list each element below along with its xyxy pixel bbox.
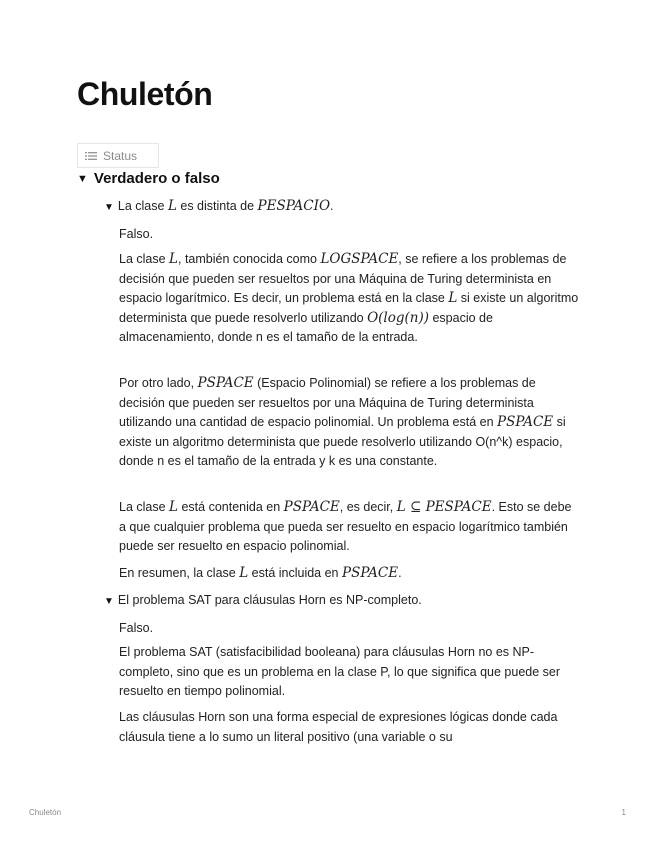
section-toggle[interactable] <box>77 170 220 187</box>
paragraph: En resumen, la clase L está incluida en PSPACE. <box>119 565 402 581</box>
toggle-triangle-icon[interactable]: ▼ <box>104 202 114 213</box>
status-property[interactable] <box>77 143 159 168</box>
footer-title: Chuletón <box>29 808 62 817</box>
question-text: El problema SAT para cláusulas Horn es NP-completo. <box>117 593 422 607</box>
question-text: La clase L es distinta de PESPACIO. <box>117 198 334 214</box>
toggle-triangle-icon[interactable]: ▼ <box>104 596 114 607</box>
paragraph: La clase L está contenida en PSPACE, es decir, L ⊆ PESPACE. Esto se debe a que cualquier problema que pueda ser resuelto en espacio logarítmico también puede ser resuelto en espacio polinomial. <box>119 499 572 554</box>
toggle-question-1[interactable] <box>104 198 334 214</box>
list-icon <box>85 151 97 161</box>
paragraph: El problema SAT (satisfacibilidad booleana) para cláusulas Horn no es NP-completo, sino que es un problema en la clase P, lo que significa que puede ser resuelto en tiempo polinomial. <box>119 645 561 699</box>
answer-text: Falso. <box>119 621 154 635</box>
section-title: Verdadero o falso <box>93 170 220 187</box>
paragraph: Las cláusulas Horn son una forma especial de expresiones lógicas donde cada cláusula tiene a lo sumo un literal positivo (una variable o su <box>119 710 558 744</box>
paragraph: La clase L, también conocida como LOGSPACE, se refiere a los problemas de decisión que pueden ser resueltos por una Máquina de Turing determinista en espacio logarítmico. Es decir, un problema está en la clase L si existe un algoritmo determinista que puede resolverlo utilizando O(log(n)) espacio de almacenamiento, donde n es el tamaño de la entrada. <box>119 251 579 345</box>
toggle-question-2[interactable] <box>104 593 422 607</box>
status-label: Status <box>103 148 138 163</box>
page-number: 1 <box>621 808 626 817</box>
paragraph: Por otro lado, PSPACE (Espacio Polinomial) se refiere a los problemas de decisión que pueden ser resueltos por una Máquina de Turing determinista utilizando una cantidad de espacio polinomial. Un problema está en PSPACE si existe un algoritmo determinista que puede resolverlo utilizando O(n^k) espacio, donde n es el tamaño de la entrada y k es una constante. <box>119 375 566 469</box>
toggle-triangle-icon[interactable]: ▼ <box>77 172 88 185</box>
answer-text: Falso. <box>119 227 154 241</box>
page-title: Chuletón <box>77 76 213 112</box>
